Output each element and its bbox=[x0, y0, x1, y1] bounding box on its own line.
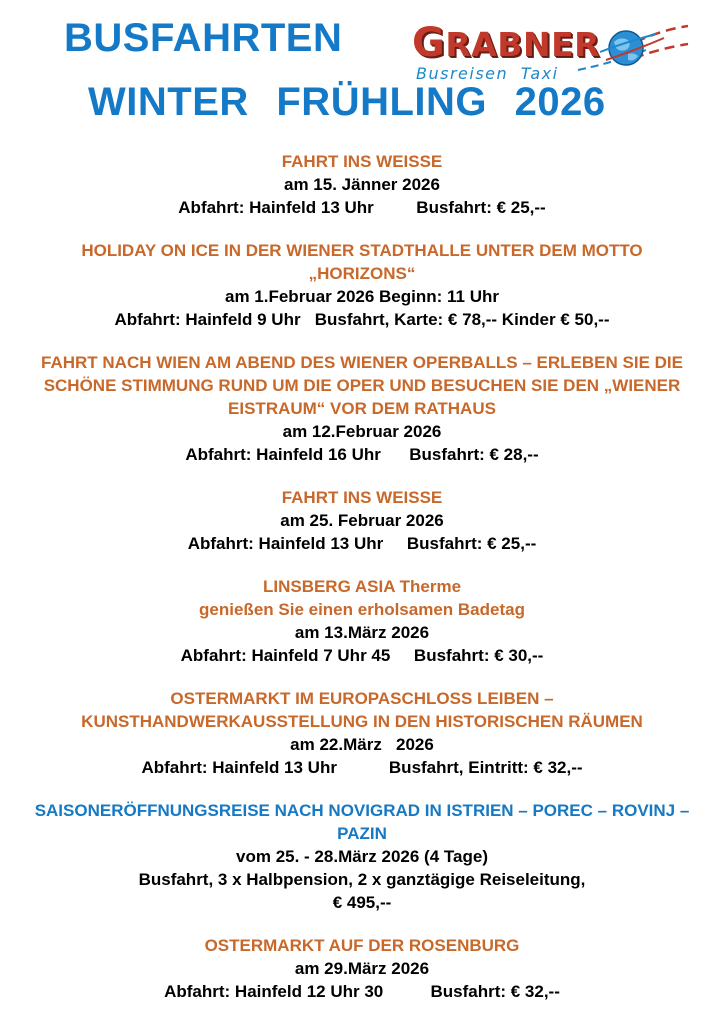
event-date: am 12.Februar 2026 bbox=[282, 422, 442, 441]
event-title: OSTERMARKT AUF DER ROSENBURG bbox=[204, 936, 520, 955]
event-departure-price: Abfahrt: Hainfeld 7 Uhr 45 Busfahrt: € 30,-- bbox=[180, 646, 544, 665]
event-price: € 495,-- bbox=[332, 893, 392, 912]
page-title-line1: BUSFAHRTEN bbox=[64, 16, 343, 60]
event-date: am 25. Februar 2026 bbox=[280, 511, 444, 530]
event-departure-price: Abfahrt: Hainfeld 12 Uhr 30 Busfahrt: € 32,-- bbox=[164, 982, 560, 1001]
event-date: am 1.Februar 2026 Beginn: 11 Uhr bbox=[225, 287, 499, 306]
event-list bbox=[0, 150, 724, 1023]
header bbox=[0, 0, 724, 140]
event-title: HOLIDAY ON ICE IN DER WIENER STADTHALLE UNTER DEM MOTTO „HORIZONS“ bbox=[81, 241, 643, 283]
event-departure-price: Abfahrt: Hainfeld 9 Uhr Busfahrt, Karte: € 78,-- Kinder € 50,-- bbox=[114, 310, 610, 329]
event-date: vom 25. - 28.März 2026 (4 Tage) bbox=[236, 847, 488, 866]
logo-subtitle: Busreisen Taxi bbox=[416, 64, 559, 83]
event-title: SAISONERÖFFNUNGSREISE NACH NOVIGRAD IN ISTRIEN – POREC – ROVINJ – PAZIN bbox=[34, 801, 690, 843]
event-4 bbox=[0, 486, 724, 555]
event-date: am 22.März 2026 bbox=[290, 735, 434, 754]
logo-name-rest: RABNER bbox=[445, 25, 601, 64]
event-6 bbox=[0, 687, 724, 779]
event-date: am 15. Jänner 2026 bbox=[284, 175, 440, 194]
event-departure-price: Abfahrt: Hainfeld 13 Uhr Busfahrt: € 25,-- bbox=[187, 534, 537, 553]
event-title: LINSBERG ASIA Therme genießen Sie einen erholsamen Badetag bbox=[199, 577, 525, 619]
event-details: Busfahrt, 3 x Halbpension, 2 x ganztägige Reiseleitung, bbox=[138, 870, 586, 889]
logo-name bbox=[412, 20, 600, 66]
event-title: FAHRT INS WEISSE bbox=[281, 152, 443, 171]
globe-icon bbox=[576, 22, 690, 78]
event-title: OSTERMARKT IM EUROPASCHLOSS LEIBEN – KUNSTHANDWERKAUSSTELLUNG IN DEN HISTORISCHEN RÄUMEN bbox=[81, 689, 643, 731]
event-2 bbox=[0, 239, 724, 331]
event-7 bbox=[0, 799, 724, 914]
event-1 bbox=[0, 150, 724, 219]
logo-name-initial: G bbox=[412, 20, 446, 66]
event-departure-price: Abfahrt: Hainfeld 16 Uhr Busfahrt: € 28,-- bbox=[185, 445, 539, 464]
event-3 bbox=[0, 351, 724, 466]
event-8 bbox=[0, 934, 724, 1003]
event-date: am 13.März 2026 bbox=[294, 623, 430, 642]
page-title-line2: WINTER FRÜHLING 2026 bbox=[88, 80, 606, 124]
event-departure-price: Abfahrt: Hainfeld 13 Uhr Busfahrt, Eintritt: € 32,-- bbox=[141, 758, 583, 777]
event-departure-price: Abfahrt: Hainfeld 13 Uhr Busfahrt: € 25,-- bbox=[178, 198, 546, 217]
event-title: FAHRT NACH WIEN AM ABEND DES WIENER OPERBALLS – ERLEBEN SIE DIE SCHÖNE STIMMUNG RUND UM DIE OPER UND BESUCHEN SIE DEN „WIENER EISTRAUM“ VOR DEM RATHAUS bbox=[41, 353, 683, 418]
event-title: FAHRT INS WEISSE bbox=[281, 488, 443, 507]
event-date: am 29.März 2026 bbox=[294, 959, 430, 978]
grabner-logo bbox=[404, 18, 690, 92]
event-5 bbox=[0, 575, 724, 667]
